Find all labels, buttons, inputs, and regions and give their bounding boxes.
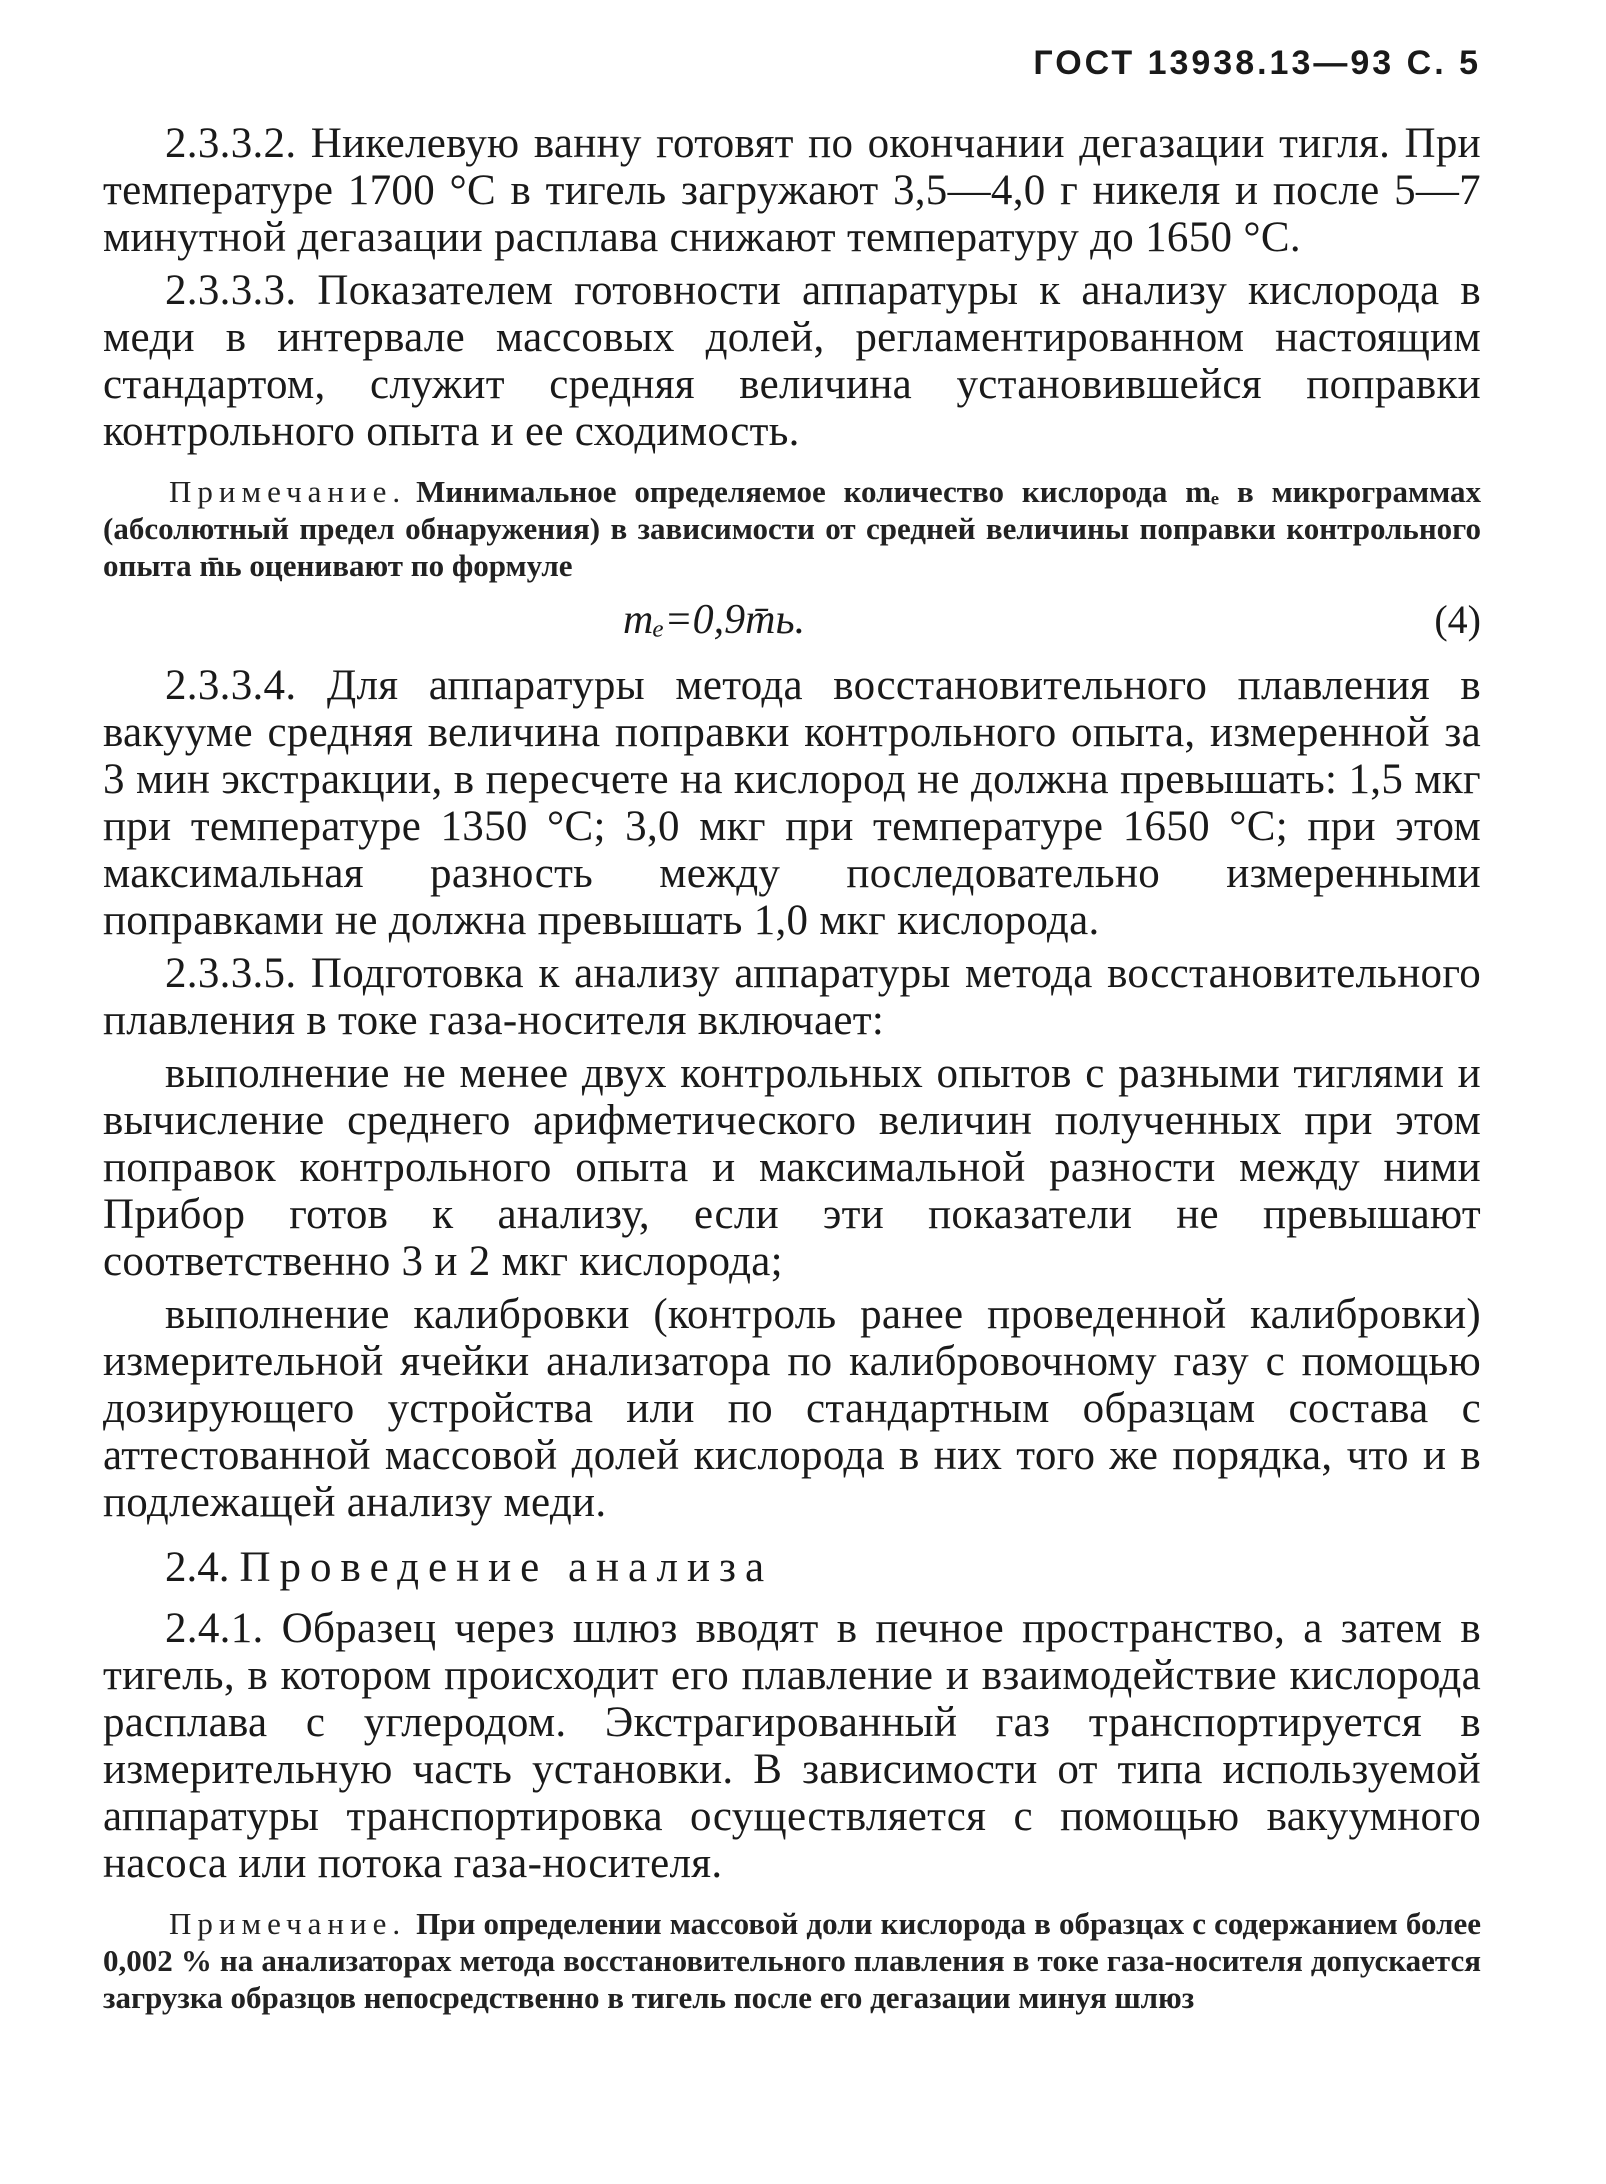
formula: mₑ=0,9m̄ь. [623,597,806,643]
section-heading-2-4 [165,1544,1481,1591]
paragraph-2-3-3-5: 2.3.3.5. Подготовка к анализу аппаратуры метода восстановительного плавления в токе газа-носителя включает: [103,950,1481,1044]
note-1-text: Минимальное определяемое количество кислорода mₑ в микрограммах (абсолютный предел обнаружения) в зависимости от средней величины поправки контрольного опыта m̄ь оценивают по формуле [103,474,1481,583]
paragraph-item-control-tests: выполнение не менее двух контрольных опытов с разными тиглями и вычисление среднего арифметического величин полученных при этом поправок контрольного опыта и максимальной разности между ними Прибор готов к анализу, если эти показатели не превышают соответственно 3 и 2 мкг кислорода; [103,1050,1481,1285]
note-1-label: Примечание. [169,474,407,509]
paragraph-2-3-3-2: 2.3.3.2. Никелевую ванну готовят по окончании дегазации тигля. При температуре 1700 °С в тигель загружают 3,5—4,0 г никеля и после 5—7 минутной дегазации расплава снижают температуру до 1650 °С. [103,120,1481,261]
paragraph-item-calibration: выполнение калибровки (контроль ранее проведенной калибровки) измерительной ячейки анализатора по калибровочному газу с помощью дозирующего устройства или по стандартным образцам состава с аттестованной массовой долей кислорода в них того же порядка, что и в подлежащей анализу меди. [103,1291,1481,1526]
note-2-label: Примечание. [169,1906,407,1941]
equation-number: (4) [1434,597,1481,642]
paragraph-2-3-3-3: 2.3.3.3. Показателем готовности аппаратуры к анализу кислорода в меди в интервале массовых долей, регламентированном настоящим стандартом, служит средняя величина установившейся поправки контрольного опыта и ее сходимость. [103,267,1481,455]
note-1 [103,473,1481,584]
section-title: Проведение анализа [239,1544,774,1591]
note-2-text: При определении массовой доли кислорода в образцах с содержанием более 0,002 % на анализаторах метода восстановительного плавления в токе газа-носителя допускается загрузка образцов непосредственно в тигель после его дегазации минуя шлюз [103,1906,1481,2015]
note-2 [103,1905,1481,2016]
page-header: ГОСТ 13938.13—93 С. 5 [1033,44,1481,82]
formula-row [103,592,1481,650]
paragraph-2-3-3-4: 2.3.3.4. Для аппаратуры метода восстановительного плавления в вакууме средняя величина поправки контрольного опыта, измеренной за 3 мин экстракции, в пересчете на кислород не должна превышать: 1,5 мкг при температуре 1350 °С; 3,0 мкг при температуре 1650 °С; при этом максимальная разность между последовательно измеренными поправками не должна превышать 1,0 мкг кислорода. [103,662,1481,944]
section-number: 2.4. [165,1544,230,1591]
paragraph-2-4-1: 2.4.1. Образец через шлюз вводят в печное пространство, а затем в тигель, в котором происходит его плавление и взаимодействие кислорода расплава с углеродом. Экстрагированный газ транспортируется в измерительную часть установки. В зависимости от типа используемой аппаратуры транспортировка осуществляется с помощью вакуумного насоса или потока газа-носителя. [103,1605,1481,1887]
document-body [103,120,1481,2024]
